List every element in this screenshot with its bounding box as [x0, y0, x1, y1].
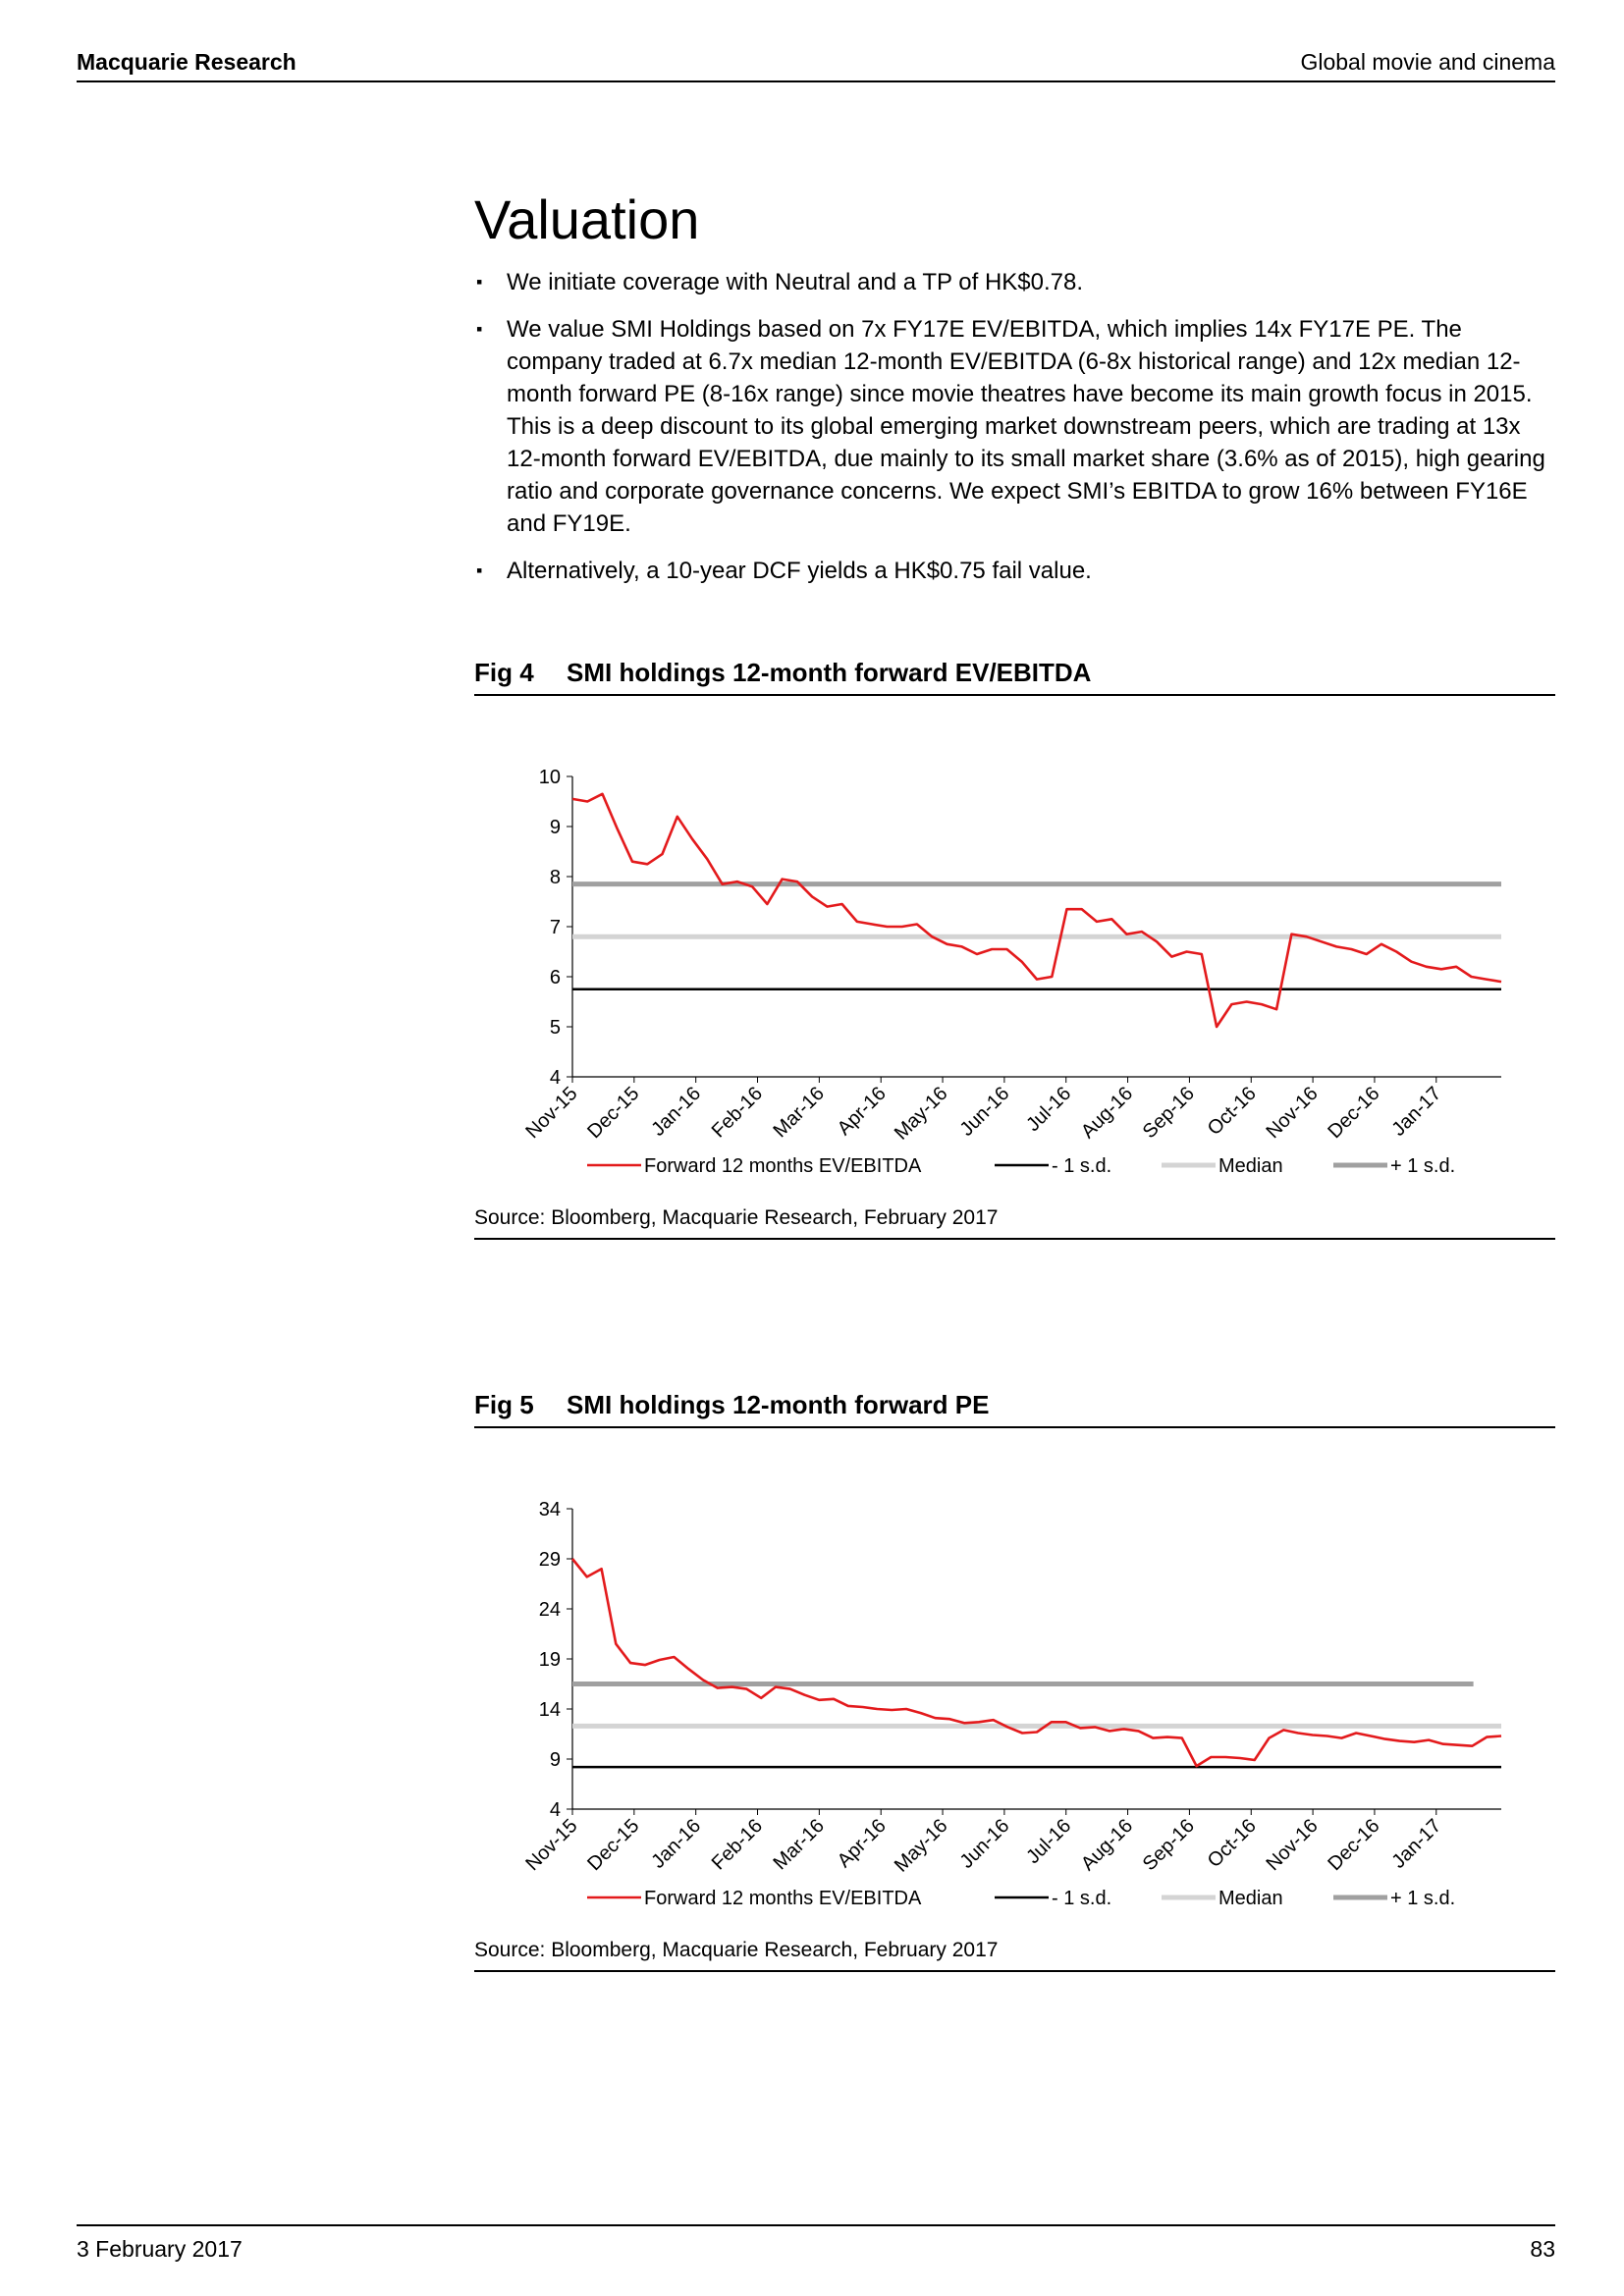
x-tick-label: Nov-16	[1262, 1082, 1323, 1144]
x-tick-label: Feb-16	[707, 1814, 768, 1875]
x-tick-label: Sep-16	[1138, 1082, 1199, 1144]
figure-caption: SMI holdings 12-month forward PE	[567, 1390, 990, 1419]
figure-number: Fig 4	[474, 658, 534, 687]
x-tick-label: May-16	[890, 1814, 952, 1877]
footer-date: 3 February 2017	[77, 2236, 243, 2262]
x-tick-label: Sep-16	[1138, 1814, 1199, 1876]
x-tick-label: Oct-16	[1203, 1814, 1261, 1872]
header-brand: Macquarie Research	[77, 49, 297, 75]
x-tick-label: Jan-16	[647, 1082, 706, 1141]
legend-label: + 1 s.d.	[1390, 1155, 1456, 1177]
bullet-text: We value SMI Holdings based on 7x FY17E EV/EBITDA, which implies 14x FY17E PE. The company traded at 6.7x median 12-month EV/EBITDA (6-8x historical range) and 12x median 12-month forward PE (8-16x range) since movie theatres have become its main growth focus in 2015. This is a deep discount to its global emerging market downstream peers, which are trading at 13x 12-month forward EV/EBITDA, due mainly to its small market share (3.6% as of 2015), high gearing ratio and corporate governance concerns. We expect SMI’s EBITDA to grow 16% between FY16E and FY19E.	[507, 316, 1545, 538]
valuation-section	[474, 187, 1555, 602]
ev-ebitda-chart	[474, 696, 1555, 1206]
legend-label: Median	[1218, 1155, 1283, 1177]
series-line	[572, 794, 1501, 1027]
bullet-icon: ▪	[476, 319, 483, 340]
figure-source: Source: Bloomberg, Macquarie Research, February 2017	[474, 1939, 1555, 1972]
header-report-title: Global movie and cinema	[1300, 49, 1555, 75]
bullet-list	[474, 266, 1555, 587]
x-tick-label: Jan-16	[647, 1814, 706, 1873]
y-tick-label: 5	[549, 1017, 561, 1039]
bullet-text: We initiate coverage with Neutral and a TP of HK$0.78.	[507, 269, 1084, 296]
y-tick-label: 19	[538, 1649, 561, 1671]
bullet-item	[474, 555, 1555, 587]
legend-label: Median	[1218, 1888, 1283, 1909]
y-tick-label: 10	[538, 767, 561, 788]
legend-label: Forward 12 months EV/EBITDA	[644, 1888, 922, 1909]
x-tick-label: Jan-17	[1387, 1814, 1446, 1873]
x-tick-label: May-16	[890, 1082, 952, 1145]
series-line	[572, 1559, 1501, 1766]
y-tick-label: 24	[538, 1599, 561, 1621]
figure-number: Fig 5	[474, 1390, 534, 1419]
section-title: Valuation	[474, 188, 700, 250]
bullet-item	[474, 266, 1555, 298]
x-tick-label: Apr-16	[833, 1082, 891, 1140]
x-tick-label: Dec-15	[583, 1082, 644, 1144]
x-tick-label: Apr-16	[833, 1814, 891, 1872]
legend-label: - 1 s.d.	[1052, 1155, 1112, 1177]
figure-title	[474, 1390, 1555, 1428]
x-tick-label: Dec-15	[583, 1814, 644, 1876]
y-tick-label: 6	[549, 967, 561, 988]
x-tick-label: Aug-16	[1076, 1814, 1138, 1876]
x-tick-label: Aug-16	[1076, 1082, 1138, 1144]
y-tick-label: 8	[549, 867, 561, 888]
x-tick-label: Jun-16	[955, 1082, 1014, 1141]
x-tick-label: Feb-16	[707, 1082, 768, 1143]
x-tick-label: Nov-16	[1262, 1814, 1323, 1876]
page-number: 83	[1530, 2236, 1555, 2262]
y-tick-label: 9	[549, 1749, 561, 1771]
y-tick-label: 4	[549, 1067, 561, 1089]
figure-caption: SMI holdings 12-month forward EV/EBITDA	[567, 658, 1092, 687]
x-tick-label: Jun-16	[955, 1814, 1014, 1873]
y-tick-label: 34	[538, 1499, 561, 1521]
y-tick-label: 29	[538, 1549, 561, 1571]
x-tick-label: Oct-16	[1203, 1082, 1261, 1140]
y-tick-label: 7	[549, 917, 561, 938]
bullet-item	[474, 313, 1555, 540]
x-tick-label: Dec-16	[1324, 1814, 1384, 1876]
x-tick-label: Mar-16	[769, 1814, 829, 1875]
x-tick-label: Jan-17	[1387, 1082, 1446, 1141]
x-tick-label: Nov-15	[521, 1082, 582, 1144]
legend-label: - 1 s.d.	[1052, 1888, 1112, 1909]
legend-label: + 1 s.d.	[1390, 1888, 1456, 1909]
forward-pe-chart	[474, 1428, 1555, 1939]
bullet-icon: ▪	[476, 561, 483, 581]
y-tick-label: 9	[549, 817, 561, 838]
bullet-text: Alternatively, a 10-year DCF yields a HK$0.75 fail value.	[507, 558, 1092, 585]
x-tick-label: Jul-16	[1022, 1814, 1076, 1869]
legend-label: Forward 12 months EV/EBITDA	[644, 1155, 922, 1177]
figure-title	[474, 658, 1555, 696]
x-tick-label: Nov-15	[521, 1814, 582, 1876]
bullet-icon: ▪	[476, 272, 483, 293]
figure-source: Source: Bloomberg, Macquarie Research, February 2017	[474, 1206, 1555, 1240]
header-divider	[77, 80, 1555, 82]
x-tick-label: Mar-16	[769, 1082, 829, 1143]
figure-4	[474, 658, 1555, 1240]
y-tick-label: 14	[538, 1699, 561, 1721]
x-tick-label: Dec-16	[1324, 1082, 1384, 1144]
x-tick-label: Jul-16	[1022, 1082, 1076, 1137]
y-tick-label: 4	[549, 1799, 561, 1821]
figure-5	[474, 1390, 1555, 1972]
footer-divider	[77, 2224, 1555, 2226]
